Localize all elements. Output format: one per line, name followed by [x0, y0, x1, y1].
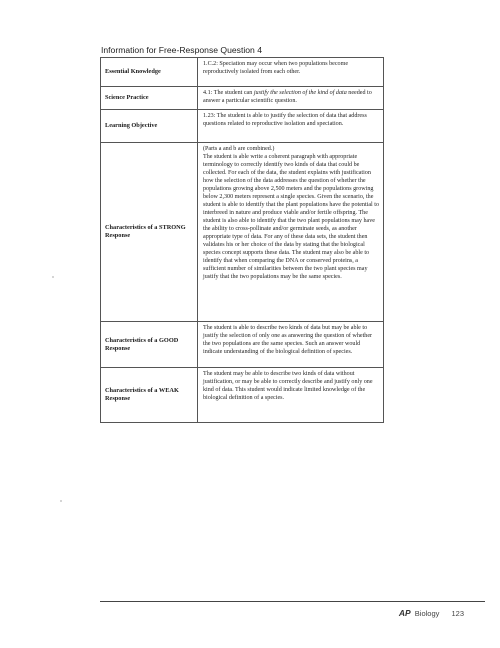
footer-divider — [100, 601, 485, 602]
table-row — [101, 143, 384, 322]
row-label-science-practice: Science Practice — [101, 87, 198, 110]
weak-response-text: The student may be able to describe two kinds of data without justification, or may be able to correctly describe and justify only one kind of data. This student would indicate limited knowledge of the biological definition of a species. — [203, 371, 373, 401]
ap-logo: AP — [398, 608, 411, 618]
good-response-text: The student is able to describe two kinds of data but may be able to justify the selection of only one as answering the question of whether the two populations are the same species. Such an answer would indicate understanding of the biological definition of species. — [203, 325, 373, 355]
footer-subject: Biology — [414, 609, 440, 618]
page-heading: Information for Free-Response Question 4 — [101, 45, 262, 55]
row-text-learning-objective — [198, 110, 384, 143]
table-row — [101, 58, 384, 87]
page-footer — [399, 608, 464, 618]
row-text-good-response — [198, 322, 384, 368]
row-text-essential-knowledge — [198, 58, 384, 87]
scan-speck — [60, 500, 62, 502]
row-label-good-response: Characteristics of a GOOD Response — [101, 322, 198, 368]
page-number: 123 — [451, 609, 464, 618]
table-row — [101, 87, 384, 110]
rubric-table — [100, 57, 384, 423]
table-row — [101, 368, 384, 423]
essential-knowledge-text: 1.C.2: Speciation may occur when two populations become reproductively isolated from each other. — [203, 61, 349, 75]
science-practice-text-end: needed to answer a particular scientific question. — [203, 90, 372, 104]
strong-response-note: (Parts a and b are combined.) — [203, 146, 275, 152]
strong-response-text: The student is able write a coherent paragraph with appropriate terminology to correctly identify two kinds of data that could be collected. For each of the data, the student explains with justification how the selection of the data addresses the question of whether the populations growing above 2,500 meters and the populations growing below 2,300 meters represent a single species. Given the scenario, the student is able to identify that the plant populations have the potential to interbreed in nature and produce viable and/or fertile offspring. The student is also able to identify that the two plant populations may have the ability to cross-pollinate and/or germinate seeds, as another appropriate type of data. For any of these data sets, the student then validates his or her choice of the data by stating that the biological species concept supports these data. The student may also be able to identify that when comparing the DNA or conserved proteins, a sufficient number of similarities between the two plant species may justify that the two populations may be the same species. — [203, 154, 380, 280]
row-label-weak-response: Characteristics of a WEAK Response — [101, 368, 198, 423]
row-text-science-practice — [198, 87, 384, 110]
table-row — [101, 322, 384, 368]
science-practice-text-emphasis: justify the selection of the kind of data — [253, 90, 347, 96]
science-practice-text-start: 4.1: The student can — [203, 90, 254, 96]
row-label-learning-objective: Learning Objective — [101, 110, 198, 143]
row-label-essential-knowledge: Essential Knowledge — [101, 58, 198, 87]
row-text-weak-response — [198, 368, 384, 423]
learning-objective-text: 1.23: The student is able to justify the selection of data that address questions related to reproductive isolation and speciation. — [203, 113, 367, 127]
row-label-strong-response: Characteristics of a STRONG Response — [101, 143, 198, 322]
table-row — [101, 110, 384, 143]
scan-speck — [52, 276, 54, 278]
row-text-strong-response — [198, 143, 384, 322]
